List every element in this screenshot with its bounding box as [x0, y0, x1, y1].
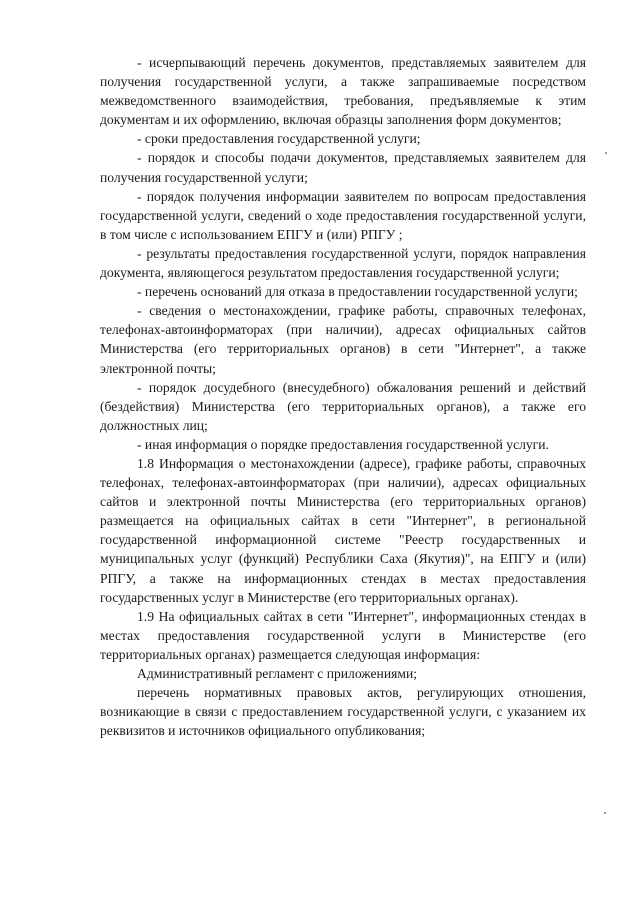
paragraph-submission-order: - порядок и способы подачи документов, представляемых заявителем для получения государственной услуги; — [100, 150, 586, 185]
paragraph-other-info: - иная информация о порядке предоставления государственной услуги. — [137, 436, 549, 452]
paragraph-information-order: - порядок получения информации заявителем по вопросам предоставления государственной услуги, сведений о ходе предоставления государственной услуги, в том числе с использованием ЕПГУ и (или) РПГУ ; — [100, 188, 586, 242]
paragraph-documents-list: - исчерпывающий перечень документов, представляемых заявителем для получения государственной услуги, а также запрашиваемые посредством межведомственного взаимодействия, требования, предъявляемые к этим документам и их оформлению, включая образцы заполнения форм документов; — [100, 55, 586, 128]
document-body — [100, 53, 586, 740]
paragraph-service-terms: - сроки предоставления государственной услуги; — [137, 131, 421, 147]
paragraph-refusal-grounds: - перечень оснований для отказа в предоставлении государственной услуги; — [137, 284, 578, 300]
scan-artifact — [604, 812, 606, 814]
paragraph-regulation: Административный регламент с приложениями; — [137, 666, 417, 681]
paragraph-appeal-order: - порядок досудебного (внесудебного) обжалования решений и действий (бездействия) Министерства (его территориальных органов), а также его должностных лиц; — [100, 379, 586, 433]
section-1-8: 1.8 Информация о местонахождении (адресе), графике работы, справочных телефонах, телефонах-автоинформаторах (при наличии), адресах официальных сайтов и электронной почты Министерства (его территориальных органов) размещается на официальных сайтах в сети "Интернет", в региональной государственной информационной системе "Реестр государственных и муниципальных услуг (функций) Республики Саха (Якутия)", на ЕПГУ и (или) РПГУ, а также на информационных стендах в местах предоставления государственных услуг в Министерстве (его территориальных органах). — [100, 455, 586, 605]
section-1-9: 1.9 На официальных сайтах в сети "Интернет", информационных стендах в местах предоставления государственной услуги в Министерстве (его территориальных органах) размещается следующая информация: — [100, 608, 586, 662]
paragraph-service-results: - результаты предоставления государственной услуги, порядок направления документа, являющегося результатом предоставления государственной услуги; — [100, 245, 586, 281]
scan-artifact — [605, 152, 607, 154]
paragraph-legal-acts: перечень нормативных правовых актов, регулирующих отношения, возникающие в связи с предоставлением государственной услуги, с указанием их реквизитов и источников официального опубликования; — [100, 685, 586, 739]
paragraph-contact-info: - сведения о местонахождении, графике работы, справочных телефонах, телефонах-автоинформаторах (при наличии), адресах официальных сайтов Министерства (его территориальных органов) в сети "Интернет", а также электронной почты; — [100, 303, 586, 376]
